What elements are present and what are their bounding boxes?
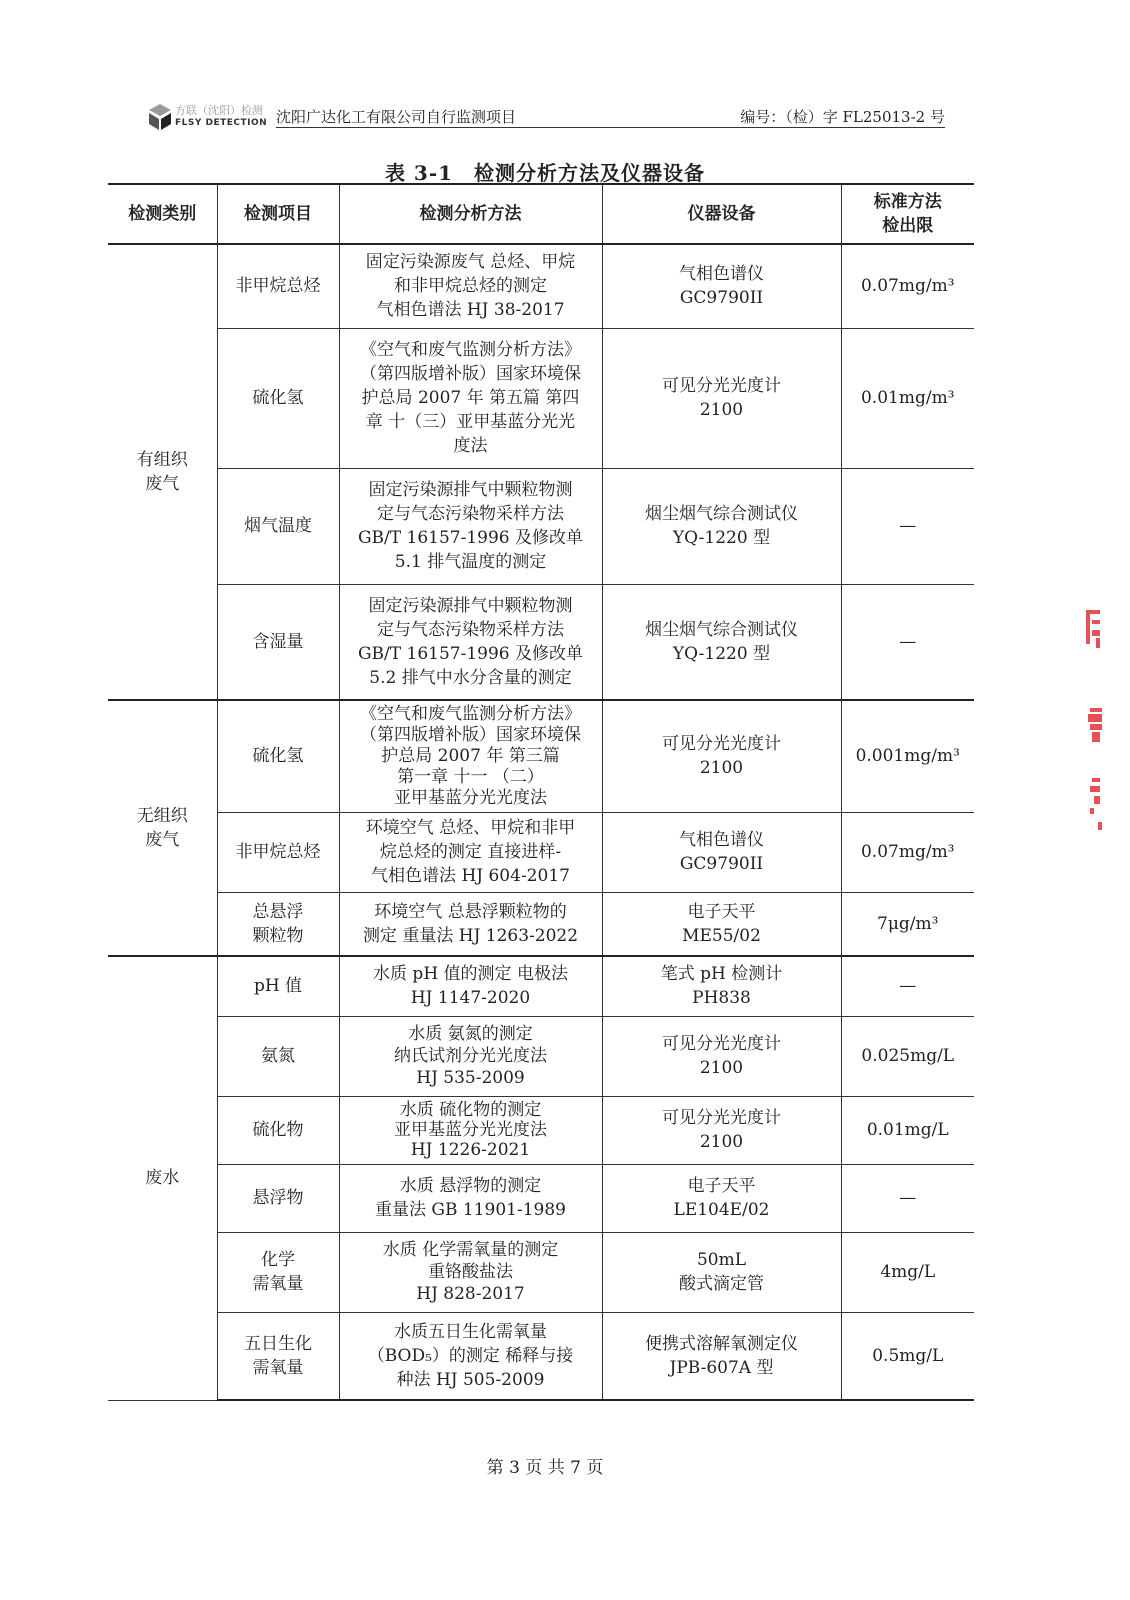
table-row [108, 1016, 974, 1096]
table-row [108, 700, 974, 812]
table-row [108, 1096, 974, 1164]
item-cell: 氨氮 [217, 1016, 339, 1096]
limit-cell: 0.001mg/m³ [841, 700, 974, 812]
method-cell: 水质 pH 值的测定 电极法 HJ 1147-2020 [339, 956, 602, 1016]
page-header [145, 100, 945, 134]
instrument-cell: 50mL 酸式滴定管 [602, 1232, 841, 1312]
instrument-cell: 可见分光光度计 2100 [602, 700, 841, 812]
document-number: 编号：（检）字 FL25013-2 号 [740, 108, 945, 126]
instrument-cell: 可见分光光度计 2100 [602, 1016, 841, 1096]
item-cell: 非甲烷总烃 [217, 812, 339, 892]
instrument-cell: 便携式溶解氧测定仪 JPB-607A 型 [602, 1312, 841, 1400]
logo-text-cn: 方联（沈阳）检测 [175, 104, 263, 117]
instrument-cell: 笔式 pH 检测计 PH838 [602, 956, 841, 1016]
logo-mark-icon [147, 102, 173, 132]
item-cell: 非甲烷总烃 [217, 244, 339, 328]
table-row [108, 812, 974, 892]
limit-cell: 0.07mg/m³ [841, 244, 974, 328]
item-cell: 硫化物 [217, 1096, 339, 1164]
logo-text-en: FLSY DETECTION [175, 118, 268, 128]
limit-cell: — [841, 1164, 974, 1232]
method-cell: 固定污染源排气中颗粒物测 定与气态污染物采样方法 GB/T 16157-1996 及修改单 5.1 排气温度的测定 [339, 468, 602, 584]
item-cell: 化学 需氧量 [217, 1232, 339, 1312]
header-method: 检测分析方法 [339, 184, 602, 244]
header-category: 检测类别 [108, 184, 217, 244]
table-title: 表 3-1 检测分析方法及仪器设备 [384, 161, 706, 185]
limit-cell: — [841, 956, 974, 1016]
limit-cell: 0.5mg/L [841, 1312, 974, 1400]
header-item: 检测项目 [217, 184, 339, 244]
category-cell: 无组织 废气 [108, 700, 217, 956]
limit-cell: 0.01mg/m³ [841, 328, 974, 468]
table-row [108, 1312, 974, 1400]
item-cell: 总悬浮 颗粒物 [217, 892, 339, 956]
method-cell: 环境空气 总悬浮颗粒物的 测定 重量法 HJ 1263-2022 [339, 892, 602, 956]
method-cell: 水质 化学需氧量的测定 重铬酸盐法 HJ 828-2017 [339, 1232, 602, 1312]
instrument-cell: 电子天平 ME55/02 [602, 892, 841, 956]
header-detection-limit: 标准方法 检出限 [841, 184, 974, 244]
limit-cell: 0.01mg/L [841, 1096, 974, 1164]
method-cell: 固定污染源排气中颗粒物测 定与气态污染物采样方法 GB/T 16157-1996 及修改单 5.2 排气中水分含量的测定 [339, 584, 602, 700]
method-cell: 水质五日生化需氧量 （BOD₅）的测定 稀释与接 种法 HJ 505-2009 [339, 1312, 602, 1400]
limit-cell: 7μg/m³ [841, 892, 974, 956]
header-divider [276, 127, 945, 128]
instrument-cell: 烟尘烟气综合测试仪 YQ-1220 型 [602, 468, 841, 584]
item-cell: 五日生化 需氧量 [217, 1312, 339, 1400]
table-row [108, 892, 974, 956]
methods-table [108, 183, 974, 1401]
table-header-row [108, 184, 974, 244]
category-cell: 废水 [108, 956, 217, 1400]
project-title: 沈阳广达化工有限公司自行监测项目 [276, 108, 517, 126]
table-row [108, 956, 974, 1016]
instrument-cell: 气相色谱仪 GC9790II [602, 244, 841, 328]
method-cell: 水质 悬浮物的测定 重量法 GB 11901-1989 [339, 1164, 602, 1232]
method-cell: 水质 氨氮的测定 纳氏试剂分光光度法 HJ 535-2009 [339, 1016, 602, 1096]
table-row [108, 244, 974, 328]
category-cell: 有组织 废气 [108, 244, 217, 700]
item-cell: 硫化氢 [217, 700, 339, 812]
instrument-cell: 可见分光光度计 2100 [602, 1096, 841, 1164]
method-cell: 环境空气 总烃、甲烷和非甲 烷总烃的测定 直接进样- 气相色谱法 HJ 604-2017 [339, 812, 602, 892]
method-cell: 固定污染源废气 总烃、甲烷 和非甲烷总烃的测定 气相色谱法 HJ 38-2017 [339, 244, 602, 328]
method-cell: 《空气和废气监测分析方法》 （第四版增补版）国家环境保 护总局 2007 年 第五篇 第四 章 十（三）亚甲基蓝分光光 度法 [339, 328, 602, 468]
instrument-cell: 电子天平 LE104E/02 [602, 1164, 841, 1232]
item-cell: 烟气温度 [217, 468, 339, 584]
company-logo [145, 100, 270, 134]
table-row [108, 1232, 974, 1312]
table-row [108, 468, 974, 584]
instrument-cell: 可见分光光度计 2100 [602, 328, 841, 468]
limit-cell: — [841, 468, 974, 584]
item-cell: 悬浮物 [217, 1164, 339, 1232]
item-cell: 含湿量 [217, 584, 339, 700]
method-cell: 《空气和废气监测分析方法》 （第四版增补版）国家环境保 护总局 2007 年 第三篇 第一章 十一 （二） 亚甲基蓝分光光度法 [339, 700, 602, 812]
item-cell: 硫化氢 [217, 328, 339, 468]
seal-stamp-icon [1080, 608, 1104, 833]
table-row [108, 584, 974, 700]
limit-cell: 0.025mg/L [841, 1016, 974, 1096]
instrument-cell: 气相色谱仪 GC9790II [602, 812, 841, 892]
instrument-cell: 烟尘烟气综合测试仪 YQ-1220 型 [602, 584, 841, 700]
page-footer: 第 3 页 共 7 页 [486, 1458, 604, 1478]
table-row [108, 1164, 974, 1232]
item-cell: pH 值 [217, 956, 339, 1016]
limit-cell: 0.07mg/m³ [841, 812, 974, 892]
table-row [108, 328, 974, 468]
limit-cell: — [841, 584, 974, 700]
header-instrument: 仪器设备 [602, 184, 841, 244]
limit-cell: 4mg/L [841, 1232, 974, 1312]
method-cell: 水质 硫化物的测定 亚甲基蓝分光光度法 HJ 1226-2021 [339, 1096, 602, 1164]
